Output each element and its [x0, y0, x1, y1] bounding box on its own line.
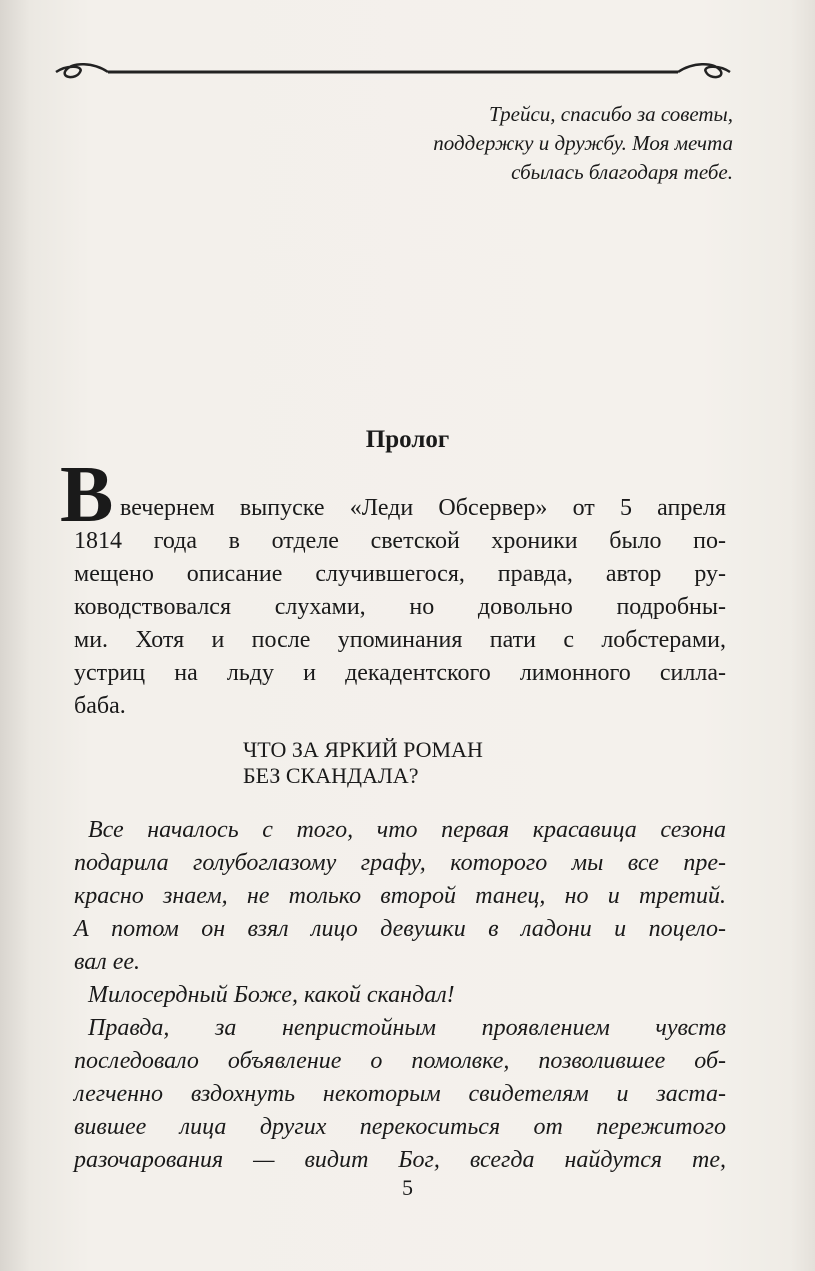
text-line: мещено описание случившегося, правда, автор ру- [74, 561, 726, 587]
text-line: А потом он взял лицо девушки в ладони и поцело- [74, 916, 726, 942]
epigraph-line: Трейси, спасибо за советы, [488, 102, 733, 126]
headline-line: ЧТО ЗА ЯРКИЙ РОМАН [243, 737, 483, 762]
text-line: баба. [74, 693, 126, 719]
newspaper-headline [243, 737, 483, 789]
epigraph-line: сбылась благодаря тебе. [511, 160, 733, 184]
text-line: устриц на льду и декадентского лимонного силла- [74, 660, 726, 686]
chapter-title: Пролог [365, 426, 450, 453]
header-ornament [48, 58, 738, 82]
headline-line: БЕЗ СКАНДАЛА? [243, 763, 419, 788]
text-line: ководствовался слухами, но довольно подробны- [74, 594, 726, 620]
text-line: вившее лица других перекоситься от пережитого [74, 1114, 726, 1140]
text-line: ми. Хотя и после упоминания пати с лобстерами, [74, 627, 726, 653]
text-line: последовало объявление о помолвке, позволившее об- [74, 1048, 726, 1074]
drop-cap: В [60, 451, 114, 539]
text-line: разочарования — видит Бог, всегда найдутся те, [74, 1147, 726, 1173]
text-line: вал ее. [74, 949, 141, 975]
epigraph-line: поддержку и дружбу. Моя мечта [433, 131, 733, 155]
text-line: Все началось с того, что первая красавица сезона [88, 817, 726, 843]
epigraph [373, 100, 733, 187]
page-number: 5 [402, 1175, 413, 1200]
text-line: 1814 года в отделе светской хроники было по- [74, 528, 726, 554]
text-line: Правда, за непристойным проявлением чувств [88, 1015, 726, 1041]
text-line: подарила голубоглазому графу, которого мы все пре- [74, 850, 726, 876]
text-line: легченно вздохнуть некоторым свидетелям и заста- [74, 1081, 726, 1107]
text-line: вечернем выпуске «Леди Обсервер» от 5 апреля [120, 495, 726, 521]
text-line: красно знаем, не только второй танец, но и третий. [74, 883, 726, 909]
text-line: Милосердный Боже, какой скандал! [88, 982, 455, 1008]
